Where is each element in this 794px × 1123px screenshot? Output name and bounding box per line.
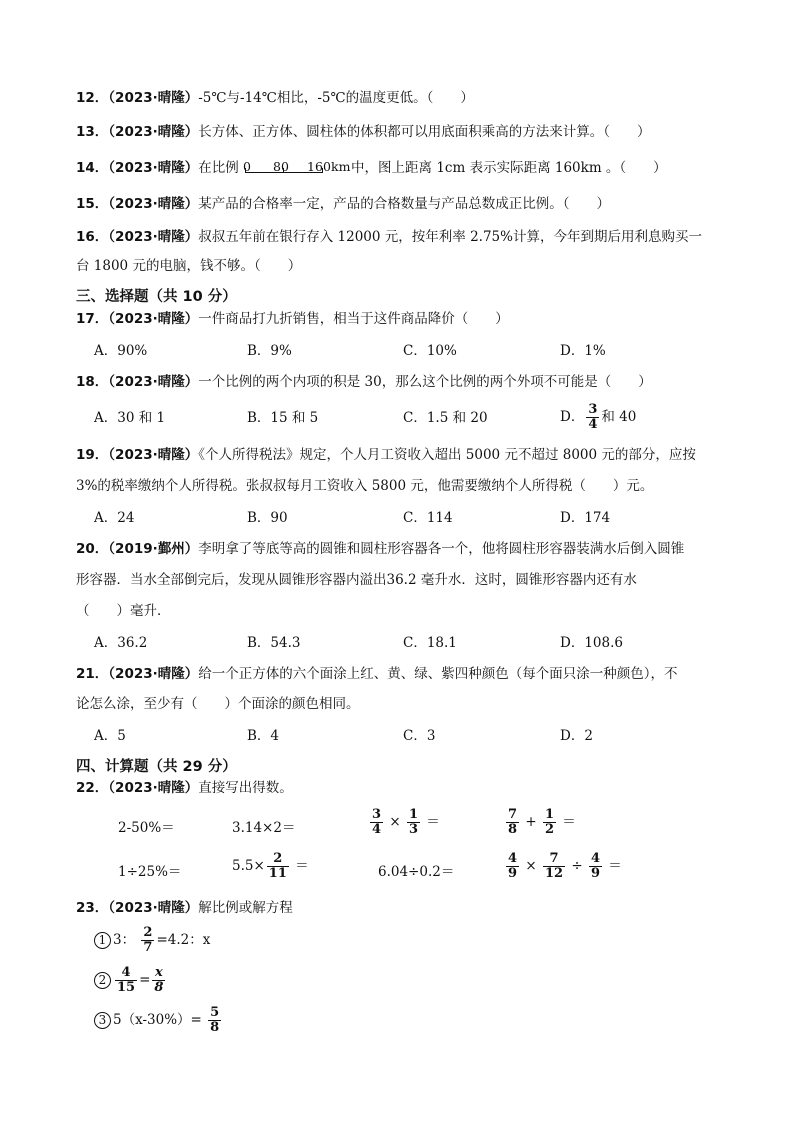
question-number: 19． [76, 447, 109, 463]
question-text-post: 中，图上距离 1cm 表示实际距离 160km 。（ ） [351, 160, 667, 176]
calc-item: 1÷25%＝ [118, 864, 182, 880]
question-15 [76, 194, 610, 214]
question-source: （2023·晴隆） [108, 900, 199, 916]
option-d-text: 和 40 [601, 409, 637, 425]
fraction: $\frac{1}{3}$ [408, 807, 418, 837]
scale-label: 160 [307, 158, 331, 174]
fraction [586, 403, 599, 432]
question-source: （2023·晴隆） [108, 374, 199, 390]
scale-bar [243, 159, 351, 179]
question-21 [76, 664, 678, 684]
question-16-cont: 台 1800 元的电脑，钱不够。（ ） [76, 258, 302, 274]
circled-number: 2 [94, 972, 111, 989]
question-number: 18． [76, 374, 109, 390]
option-d-label: D． [560, 409, 585, 425]
option-b: B．4 [247, 728, 280, 744]
scale-label: 80 [273, 158, 289, 174]
question-text: 长方体、正方体、圆柱体的体积都可以用底面积乘高的方法来计算。（ ） [198, 124, 651, 140]
fraction: $\frac{2}{11}$ [268, 851, 287, 881]
circled-number: 3 [94, 1012, 111, 1029]
option-a: A．90% [94, 343, 148, 359]
question-number: 15． [76, 196, 109, 212]
fraction: $\frac{4}{9}$ [590, 851, 600, 881]
calc-item: $\frac{7}{8}$ + $\frac{1}{2}$ ＝ [508, 807, 576, 837]
question-20-cont: 形容器．当水全部倒完后，发现从圆锥形容器内溢出36.2 毫升水．这时，圆锥形容器内还有水 [76, 572, 637, 588]
question-text: 一件商品打九折销售，相当于这件商品降价（ ） [198, 311, 509, 327]
question-source: （2023·晴隆） [108, 124, 199, 140]
option-d [560, 400, 636, 434]
option-d: D．108.6 [560, 635, 623, 651]
fraction: $\frac{3}{4}$ [372, 807, 382, 837]
option-a: A．5 [94, 728, 126, 744]
fraction: $\frac{1}{2}$ [544, 807, 554, 837]
question-number: 13． [76, 124, 109, 140]
question-14 [76, 158, 667, 179]
fraction: $\frac{5}{8}$ [210, 1005, 220, 1035]
question-text: 李明拿了等底等高的圆锥和圆柱形容器各一个，他将圆柱形容器装满水后倒入圆锥 [198, 541, 685, 557]
question-number: 17． [76, 311, 109, 327]
question-text: 叔叔五年前在银行存入 12000 元，按年利率 2.75%计算，今年到期后用利息购买一 [198, 229, 702, 245]
calc-item: 3.14×2＝ [232, 820, 296, 836]
option-d: D．174 [560, 510, 611, 526]
question-20 [76, 539, 684, 559]
question-text: -5℃与-14℃相比，-5℃的温度更低。（ ） [198, 90, 474, 106]
numerator: 3 [588, 402, 598, 417]
question-13 [76, 122, 651, 142]
question-text: 解比例或解方程 [198, 900, 293, 916]
option-d: D．1% [560, 343, 606, 359]
fraction: $\frac{2}{7}$ [143, 925, 153, 955]
question-number: 21． [76, 666, 109, 682]
question-text: 直接写出得数。 [198, 780, 293, 796]
fraction: $\frac{7}{12}$ [544, 851, 564, 881]
option-b: B．15 和 5 [247, 410, 319, 426]
question-20-cont: （ ）毫升． [76, 603, 171, 619]
option-c: C．18.1 [403, 635, 457, 651]
equation-2: 2 $\frac{4}{15}$ = $\frac{x}{8}$ [94, 966, 167, 995]
question-number: 14． [76, 160, 109, 176]
question-source: （2023·晴隆） [108, 90, 199, 106]
question-12 [76, 88, 474, 108]
question-source: （2023·晴隆） [108, 666, 199, 682]
question-text: 某产品的合格率一定，产品的合格数量与产品总数成正比例。（ ） [198, 196, 610, 212]
question-19 [76, 445, 696, 465]
question-21-cont: 论怎么涂，至少有（ ）个面涂的颜色相同。 [76, 696, 360, 712]
question-16 [76, 227, 702, 247]
scale-unit: km [331, 158, 351, 174]
question-source: （2023·晴隆） [108, 311, 199, 327]
question-text: 一个比例的两个内项的积是 30，那么这个比例的两个外项不可能是（ ） [198, 374, 652, 390]
question-source: （2023·晴隆） [108, 196, 199, 212]
question-18 [76, 372, 652, 392]
scale-label: 0 [243, 158, 251, 174]
option-c: C．3 [403, 728, 436, 744]
fraction: $\frac{4}{15}$ [117, 965, 136, 995]
fraction: $\frac{7}{8}$ [508, 807, 518, 837]
option-b: B．54.3 [247, 635, 301, 651]
question-number: 22． [76, 780, 109, 796]
option-a: A．24 [94, 510, 135, 526]
option-a: A．36.2 [94, 635, 148, 651]
option-d: D．2 [560, 728, 593, 744]
option-b: B．90 [247, 510, 288, 526]
section-heading: 四、计算题（共 29 分） [76, 759, 237, 775]
question-source: （2023·晴隆） [108, 447, 199, 463]
question-source: （2019·鄞州） [108, 541, 199, 557]
equation-3: 3 5（x-30%）= $\frac{5}{8}$ [94, 1006, 223, 1035]
calc-item: 5.5× $\frac{2}{11}$ ＝ [232, 851, 309, 881]
question-number: 12． [76, 90, 109, 106]
option-c: C．114 [403, 510, 453, 526]
question-23 [76, 898, 293, 918]
equation-1: 1 3： $\frac{2}{7}$ =4.2：x [94, 926, 210, 955]
section-heading: 三、选择题（共 10 分） [76, 289, 237, 305]
question-22 [76, 778, 293, 798]
question-text: 《个人所得税法》规定，个人月工资收入超出 5000 元不超过 8000 元的部分，应按 [198, 447, 696, 463]
calc-item: 6.04÷0.2＝ [378, 864, 455, 880]
denominator: 4 [588, 417, 598, 432]
circled-number: 1 [94, 932, 111, 949]
question-number: 16． [76, 229, 109, 245]
option-c: C．1.5 和 20 [403, 410, 488, 426]
fraction: $\frac{4}{9}$ [508, 851, 518, 881]
calc-item: $\frac{4}{9}$ × $\frac{7}{12}$ ÷ $\frac{4}{9}$ ＝ [508, 851, 622, 881]
question-source: （2023·晴隆） [108, 780, 199, 796]
fraction: $\frac{x}{8}$ [154, 965, 164, 995]
question-source: （2023·晴隆） [108, 229, 199, 245]
option-b: B．9% [247, 343, 292, 359]
question-source: （2023·晴隆） [108, 160, 199, 176]
question-19-cont: 3%的税率缴纳个人所得税。张叔叔每月工资收入 5800 元，他需要缴纳个人所得税（ ）元。 [76, 478, 654, 494]
question-17 [76, 309, 509, 329]
question-text-pre: 在比例 [198, 160, 239, 176]
option-c: C．10% [403, 343, 457, 359]
calc-item: $\frac{3}{4}$ × $\frac{1}{3}$ ＝ [372, 807, 440, 837]
question-number: 20． [76, 541, 109, 557]
question-number: 23． [76, 900, 109, 916]
calc-item: 2-50%＝ [118, 820, 175, 836]
question-text: 给一个正方体的六个面涂上红、黄、绿、紫四种颜色（每个面只涂一种颜色），不 [198, 666, 678, 682]
option-a: A．30 和 1 [94, 410, 166, 426]
